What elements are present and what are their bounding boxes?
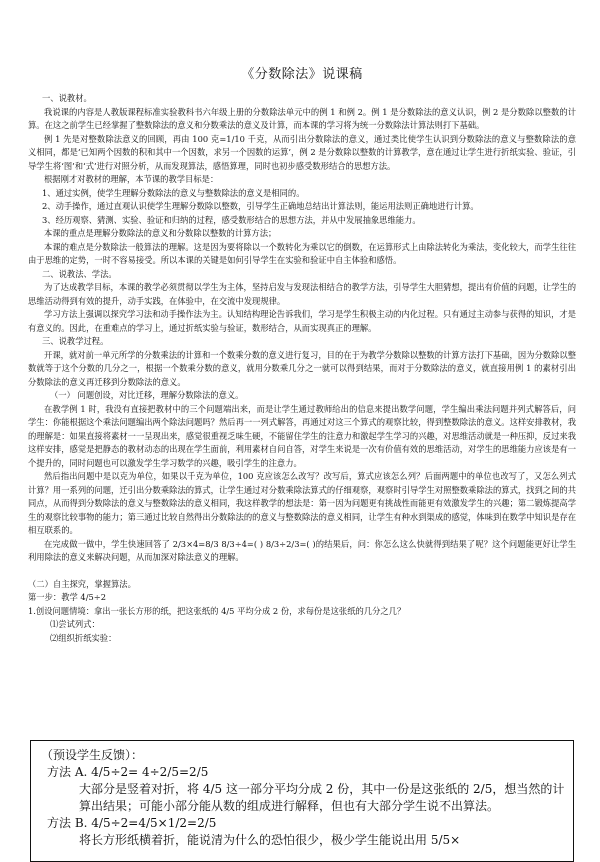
method-b-expression: 4/5÷2=4/5×1/2=2/5 bbox=[91, 816, 217, 830]
method-b-explanation: 将长方形纸横着折，能说清为什么的恐怕很少，极少学生能说出用 5/5× bbox=[79, 833, 461, 847]
method-a-expression: 4/5÷2= 4÷2/5=2/5 bbox=[91, 765, 209, 779]
subsection-heading: （一） 问题创设，对比迁移，理解分数除法的意义。 bbox=[50, 390, 244, 400]
section-heading: 三、说教学过程。 bbox=[42, 336, 109, 346]
paragraph: 本课的难点是分数除法一般算法的理解。这是因为要将除以一个数转化为乘以它的倒数，在运算形式上由除法转化为乘法，变化较大，而学生往往由于思维的定势，一时不容易接受。所以本课的关键是如何引导学生在实验和验证中自主体验和感悟。 bbox=[28, 241, 576, 265]
step-heading: 第一步：教学 4/5÷2 bbox=[28, 592, 107, 602]
document-title: 《分数除法》说课稿 bbox=[241, 67, 363, 82]
method-b-line bbox=[47, 815, 573, 832]
student-feedback-box bbox=[30, 740, 574, 862]
paragraph: 我说课的内容是人教版课程标准实验教科书六年级上册的分数除法单元中的例 1 和例 2。例 1 是分数除法的意义认识，例 2 是分数除以整数的计算。在这之前学生已经掌握了整数除法的意义和分数乘法的意义及计算，而本课的学习将为统一分数除法计算法则打下基础。 bbox=[28, 106, 576, 130]
goal-item: 2、动手操作，通过直观认识使学生理解分数除以整数，引导学生正确地总结出计算法则，能运用法则正确地进行计算。 bbox=[42, 201, 479, 211]
paragraph: 在完成做一做中，学生快速回答了 2/3×4=8/3 8/3÷4=( ) 8/3÷2/3=( )的结果后，问：你怎么这么快就得到结果了呢？这个问题能更好让学生利用除法的意义来解决问题，从而加深对除法意义的理解。 bbox=[28, 538, 576, 562]
method-a-label: 方法 A. bbox=[47, 765, 88, 779]
document-page bbox=[28, 0, 576, 645]
section-heading: 二、说教法、学法。 bbox=[42, 268, 117, 279]
paragraph: 为了达成教学目标，本课的教学必须贯彻以学生为主体，坚持启发与发现法相结合的教学方法，引导学生大胆猜想，提出有价值的问题，让学生的思维活动得到有效的提升，动手实践，在体验中，在交流中发现规律。 bbox=[28, 282, 576, 306]
paragraph: 学习方法上强调以探究学习法和动手操作法为主。认知结构理论告诉我们，学习是学生积极主动的内化过程。只有通过主动参与获得的知识，才是有意义的。因此，在重难点的学习上，通过折纸实验与验证，数形结合，从而实现真正的理解。 bbox=[28, 309, 576, 333]
section-heading: （二）自主探究，掌握算法。 bbox=[28, 578, 136, 589]
method-a-line bbox=[47, 764, 573, 781]
paragraph: 开课，就对前一单元所学的分数乘法的计算和一个数乘分数的意义进行复习，目的在于为教学分数除以整数的计算方法打下基础，因为分数除以整数就等于这个分数的几分之一，根据一个数乘分数的意义，就用分数乘几分之一就可以得到结果，而对于分数除法的意义，就直接用例 1 的素材引出分数除法的意义再迁移到分数除法的意义。 bbox=[28, 349, 576, 387]
section-teaching-material bbox=[28, 92, 576, 645]
feedback-heading: （预设学生反馈）： bbox=[41, 748, 144, 762]
section-heading: 一、说教材。 bbox=[42, 93, 92, 103]
paragraph: 例 1 先是对整数除法意义的回顾，再由 100 克=1/10 千克，从而引出分数除法的意义，通过类比使学生认识到分数除法的意义与整数除法的意义相同，都是‘已知两个因数的积和其中一个因数，求另一个因数的运算’，例 2 是分数除以整数的计算教学，意在通过让学生进行折纸实验、验证，引导学生将‘图’和‘式’进行对照分析，从而发现算法，感悟算理，同时也初步感受数形结合的思想方法。 bbox=[28, 133, 576, 171]
question: 1.创设问题情境：拿出一张长方形的纸，把这张纸的 4/5 平均分成 2 份，求每份是这张纸的几分之几？ bbox=[28, 605, 406, 616]
paragraph: 在教学例 1 时，我没有直接把教材中的三个问题端出来，而是让学生通过教师给出的信息来提出数学问题，学生编出乘法问题并列式解答后，问学生：你能根据这个乘法问题编出两个除法问题吗？然后再一一列式解答，再通过对这三个算式的观察比较，得到整数除法的意义。这样安排教材，我的理解是：如果直接将素材一一呈现出来，感觉很重视乏味生硬，不能留住学生的注意力和激起学生学习的兴趣，对思维活动就是一种压抑，反过来我这样安排，感觉是把静态的教材动态的出现在学生面前，利用素材自问自答，对学生来说是一次有价值有效的思维活动，对学生的思维能力应该是有一个提升的，同时问题也可以激发学生学习数学的兴趣，吸引学生的注意力。 bbox=[28, 403, 576, 468]
goal-item: 1、通过实例，使学生理解分数除法的意义与整数除法的意义是相同的。 bbox=[42, 187, 305, 198]
step-item: ⑵组织折纸实验： bbox=[50, 632, 117, 643]
paragraph: 根据刚才对教材的理解，本节课的教学目标是： bbox=[44, 174, 219, 184]
method-b-label: 方法 B. bbox=[47, 816, 88, 830]
method-a-explanation: 大部分是竖着对折，将 4/5 这一部分平均分成 2 份，其中一份是这张纸的 2/5，想当然的计算出结果；可能小部分能从数的组成进行解释，但也有大部分学生说不出算法。 bbox=[79, 782, 565, 813]
goal-item: 3、经历观察、猜测、实验、验证和归纳的过程，感受数形结合的思想方法，并从中发展抽象思维能力。 bbox=[42, 214, 421, 225]
step-item: ⑴尝试列式： bbox=[50, 619, 100, 629]
paragraph: 然后指出问题中是以克为单位，如果以千克为单位，100 克应该怎么改写？改写后，算式应该怎么列？后面两题中的单位也改写了，又怎么列式计算？用一系列的问题，迁引出分数乘除法的算式，让学生通过对分数乘除法算式的仔细观察，观察时引导学生对照整数乘除法的算式，找到之间的共同点，从而得到分数除法的意义与整数除法的意义相同，我这样教学的想法是：第一因为问题更有挑战性而能更有效激发学生的兴趣；第二锻炼提高学生的观察比较事物的能力；第三通过比较自然得出分数除法的的意义与整数除法的意义相同，让学生有种水到渠成的感觉，体味到在数学中知识是存在相互联系的。 bbox=[28, 471, 576, 535]
paragraph: 本课的重点是理解分数除法的意义和分数除以整数的计算方法； bbox=[44, 228, 277, 238]
